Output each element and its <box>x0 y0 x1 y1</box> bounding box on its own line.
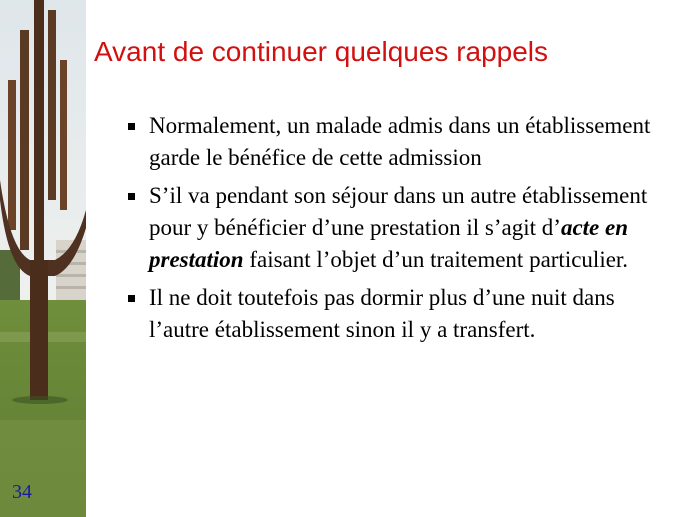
slide-title: Avant de continuer quelques rappels <box>94 36 549 67</box>
bullet-text-after: faisant l’objet d’un traitement particulier. <box>243 247 629 272</box>
bullet-text: Il ne doit toutefois pas dormir plus d’une nuit dans l’autre établissement sinon il y a transfert. <box>149 285 615 342</box>
square-bullet-icon <box>128 193 135 200</box>
square-bullet-icon <box>128 123 135 130</box>
sculpture-photo-strip <box>0 0 86 517</box>
bullet-emphasis: acte en prestation <box>149 215 629 272</box>
page-number: 34 <box>12 481 32 503</box>
sculpture-photo <box>0 0 86 517</box>
bullet-list <box>128 110 676 352</box>
bullet-item <box>128 282 676 346</box>
square-bullet-icon <box>128 295 135 302</box>
bullet-item <box>128 180 676 276</box>
bullet-text-before: S’il va pendant son séjour dans un autre établissement pour y bénéficier d’une prestation il s’agit d’ <box>149 183 648 240</box>
bullet-item <box>128 110 676 174</box>
bullet-text: Normalement, un malade admis dans un établissement garde le bénéfice de cette admission <box>149 113 651 170</box>
